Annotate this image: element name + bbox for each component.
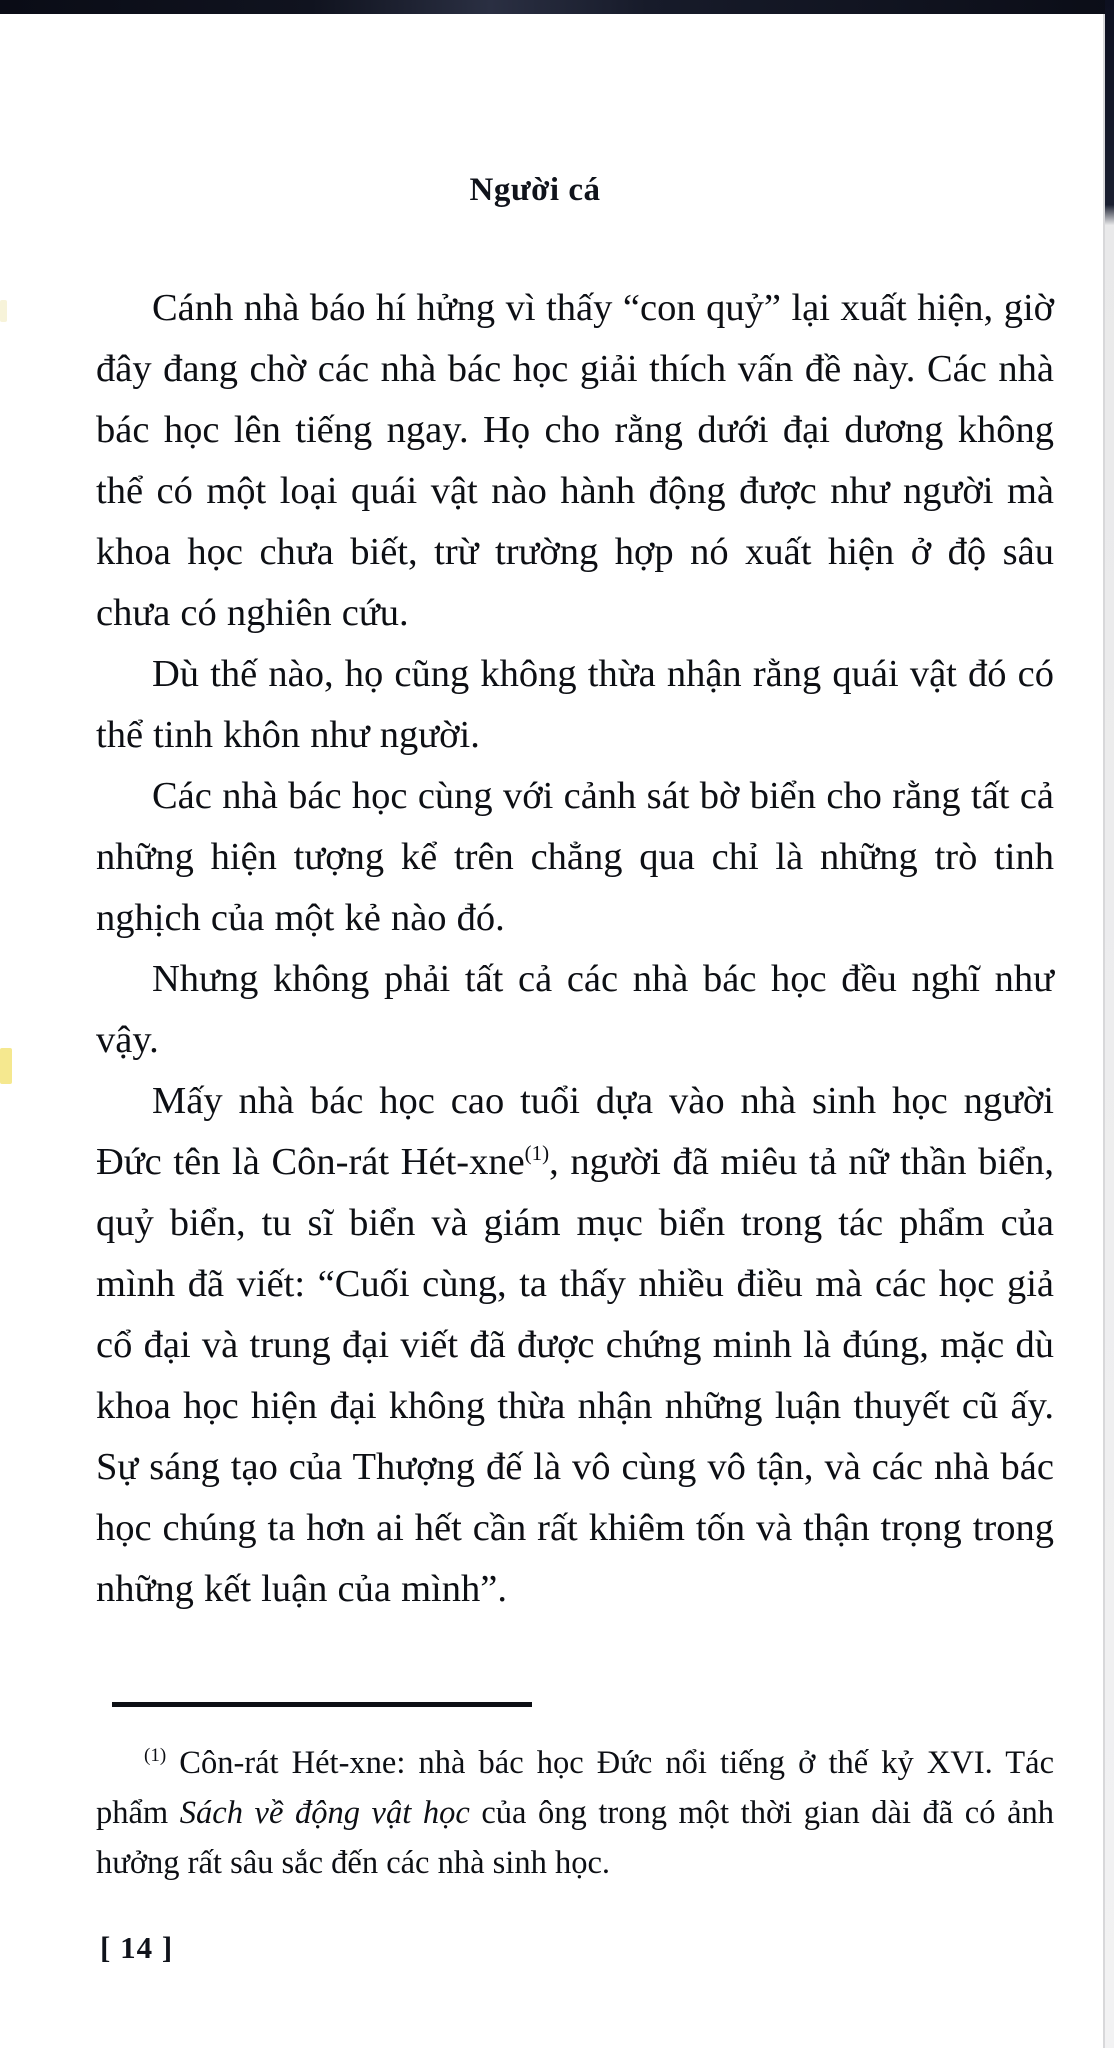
page-title: Người cá <box>469 172 601 208</box>
footnote-marker: (1) <box>144 1745 167 1767</box>
paragraph: Dù thế nào, họ cũng không thừa nhận rằng quái vật đó có thể tinh khôn như người. <box>96 653 1054 756</box>
body-text <box>96 278 1054 1620</box>
paragraph: Nhưng không phải tất cả các nhà bác học đều nghĩ như vậy. <box>96 958 1054 1061</box>
paragraph-text-after-note: , người đã miêu tả nữ thần biển, quỷ biển, tu sĩ biển và giám mục biển trong tác phẩm của mình đã viết: “Cuối cùng, ta thấy nhiều điều mà các học giả cổ đại và trung đại viết đã được chứng minh là đúng, mặc dù khoa học hiện đại không thừa nhận những luận thuyết cũ ấy. Sự sáng tạo của Thượng đế là vô cùng vô tận, và các nhà bác học chúng ta hơn ai hết cần rất khiêm tốn và thận trọng trong những kết luận của mình”. <box>96 1141 1054 1610</box>
paragraph-with-footnote-reference <box>96 1071 1054 1620</box>
paragraph-text-before-note: Mấy nhà bác học cao tuổi dựa vào nhà sinh học người Đức tên là Côn-rát Hét-xne <box>96 1080 1054 1183</box>
footnote-part-two: của ông trong một thời gian dài đã có ảnh hưởng rất sâu sắc đến các nhà sinh học. <box>96 1795 1054 1881</box>
footnote-separator-rule <box>112 1702 532 1707</box>
paragraph: Cánh nhà báo hí hửng vì thấy “con quỷ” lại xuất hiện, giờ đây đang chờ các nhà bác học giải thích vấn đề này. Các nhà bác học lên tiếng ngay. Họ cho rằng dưới đại dương không thể có một loại quái vật nào hành động được như người mà khoa học chưa biết, trừ trường hợp nó xuất hiện ở độ sâu chưa có nghiên cứu. <box>96 287 1054 634</box>
footnote-text <box>96 1738 1054 1888</box>
footnote <box>96 1738 1054 1888</box>
footnote-reference-marker[interactable]: (1) <box>524 1141 550 1166</box>
paragraph: Các nhà bác học cùng với cảnh sát bờ biển cho rằng tất cả những hiện tượng kể trên chẳng qua chỉ là những trò tinh nghịch của một kẻ nào đó. <box>96 775 1054 939</box>
footnote-part-one: Côn-rát Hét-xne: nhà bác học Đức nổi tiếng ở thế kỷ XVI. Tác phẩm <box>96 1745 1054 1831</box>
page-number: [ 14 ] <box>100 1930 174 1965</box>
footnote-book-title: Sách về động vật học <box>179 1795 470 1831</box>
